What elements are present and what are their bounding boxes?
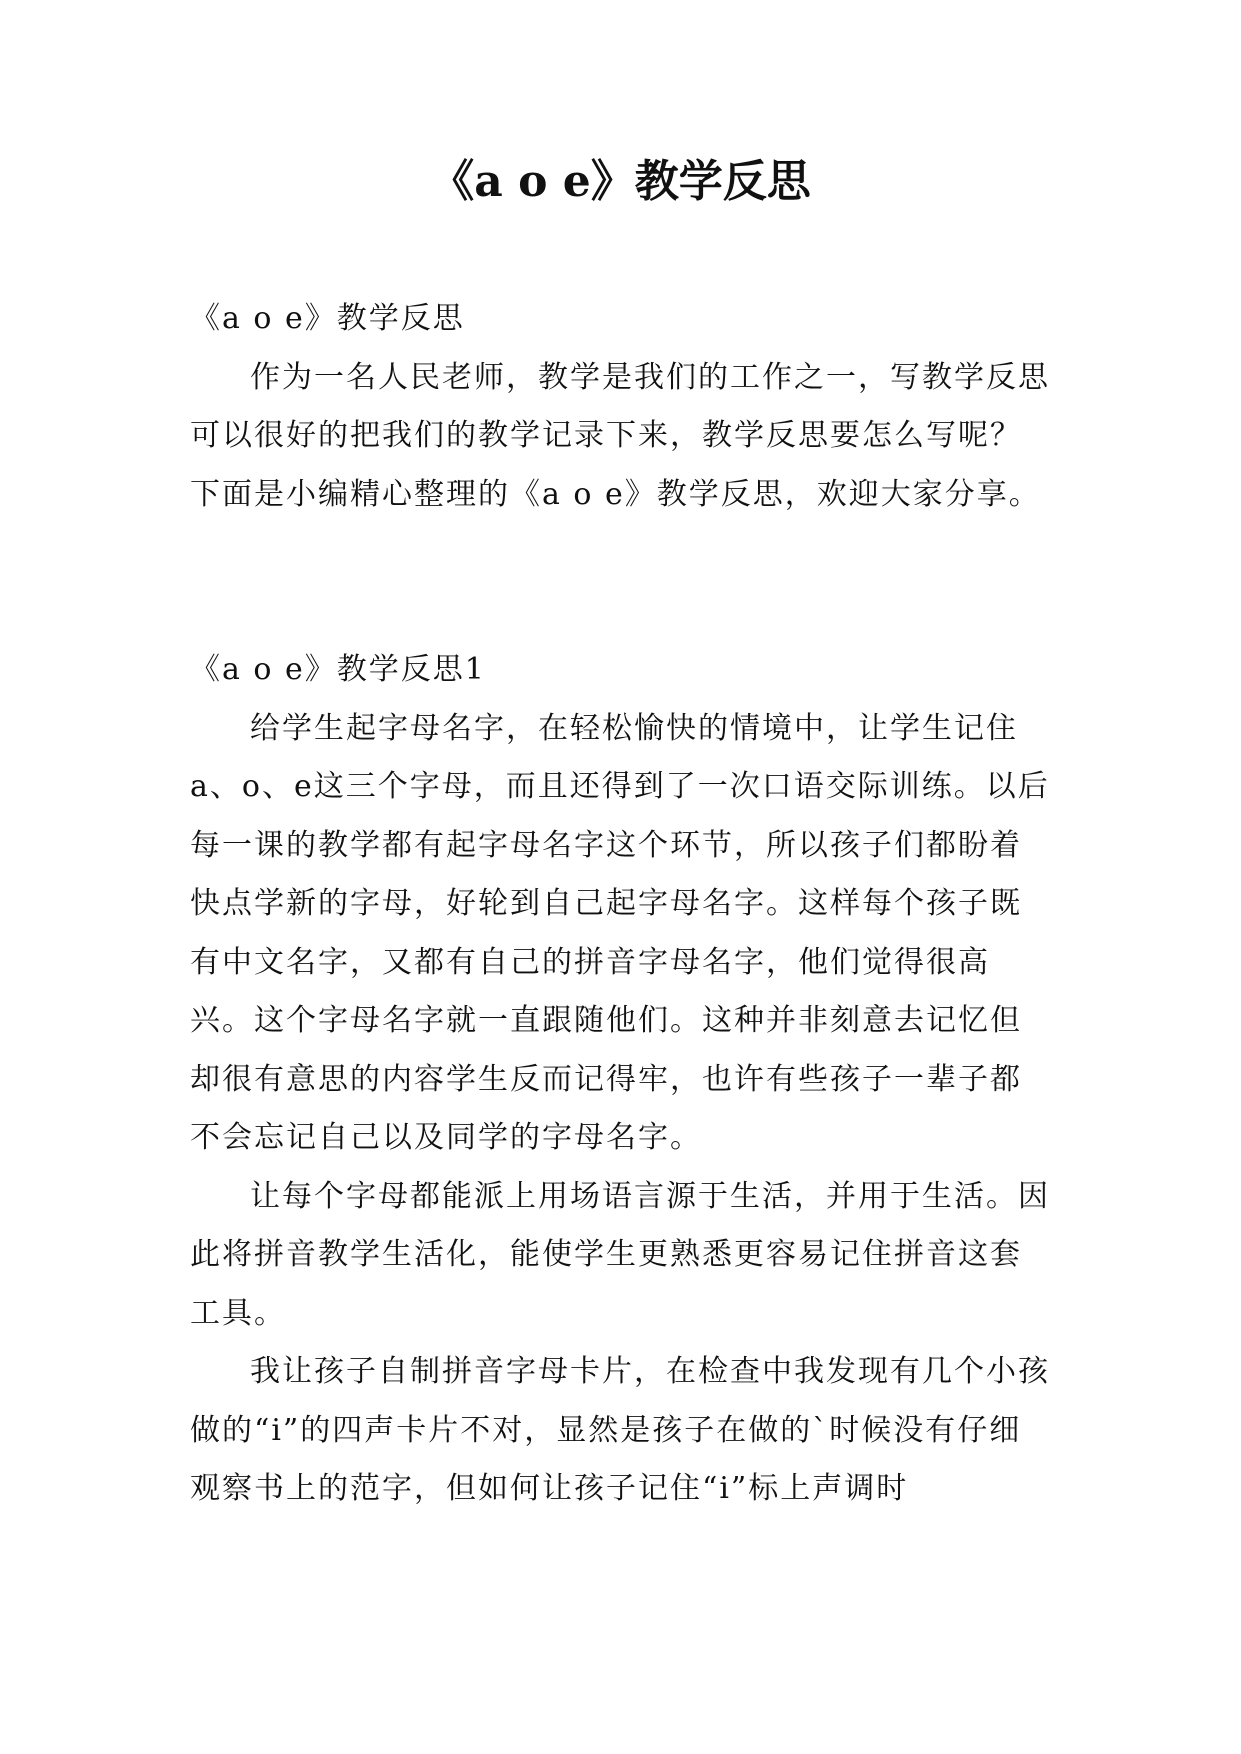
document-body — [190, 290, 1052, 1519]
section-gap — [190, 524, 1052, 641]
intro-paragraph: 作为一名人民老师，教学是我们的工作之一，写教学反思可以很好的把我们的教学记录下来，教学反思要怎么写呢？下面是小编精心整理的《a o e》教学反思，欢迎大家分享。 — [190, 359, 1050, 512]
intro-heading: 《a o e》教学反思 — [190, 301, 465, 336]
section-1-heading: 《a o e》教学反思1 — [190, 652, 486, 687]
section-1-paragraph-2: 让每个字母都能派上用场语言源于生活，并用于生活。因此将拼音教学生活化，能使学生更熟悉更容易记住拼音这套工具。 — [190, 1178, 1050, 1331]
section-1-paragraph-3: 我让孩子自制拼音字母卡片，在检查中我发现有几个小孩做的“i”的四声卡片不对，显然是孩子在做的`时候没有仔细观察书上的范字，但如何让孩子记住“i”标上声调时 — [190, 1354, 1050, 1506]
section-1-paragraph-1: 给学生起字母名字，在轻松愉快的情境中，让学生记住a、o、e这三个字母，而且还得到了一次口语交际训练。以后每一课的教学都有起字母名字这个环节，所以孩子们都盼着快点学新的字母，好轮到自己起字母名字。这样每个孩子既有中文名字，又都有自己的拼音字母名字，他们觉得很高兴。这个字母名字就一直跟随他们。这种并非刻意去记忆但却很有意思的内容学生反而记得牢，也许有些孩子一辈子都不会忘记自己以及同学的字母名字。 — [190, 710, 1050, 1155]
document-title: 《a o e》教学反思 — [430, 156, 811, 207]
